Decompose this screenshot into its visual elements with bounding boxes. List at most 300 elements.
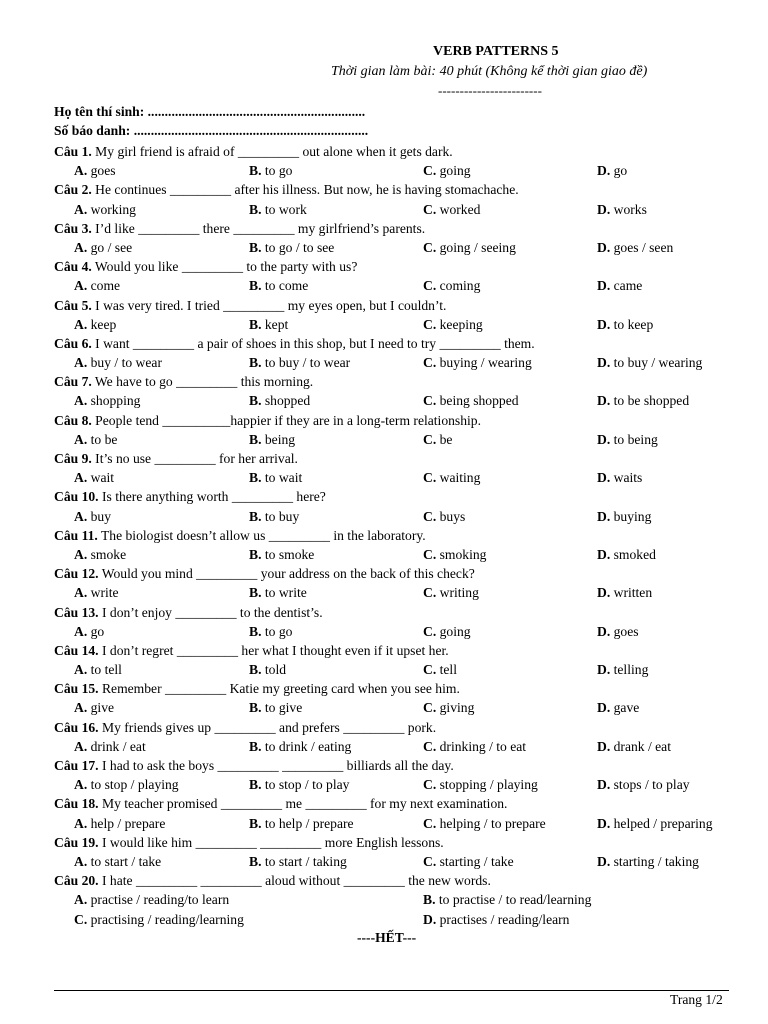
- option-text: going: [439, 163, 471, 179]
- option-letter: D.: [597, 815, 611, 831]
- option-letter: C.: [423, 853, 437, 869]
- header-divider: ------------------------: [438, 83, 542, 98]
- option-letter: C.: [423, 546, 437, 562]
- option-letter: A.: [74, 393, 88, 409]
- question-number: Câu 9.: [54, 451, 92, 466]
- option-letter: B.: [249, 201, 262, 217]
- answer-option: [74, 814, 165, 833]
- option-text: to help / prepare: [264, 815, 354, 831]
- option-letter: A.: [74, 316, 88, 332]
- option-text: helping / to prepare: [439, 815, 546, 831]
- answer-option: [597, 660, 648, 679]
- option-text: giving: [439, 700, 475, 716]
- question-number: Câu 4.: [54, 259, 92, 275]
- answer-option: [597, 276, 642, 295]
- answer-option: [74, 507, 111, 526]
- question-text: I hate _________ _________ aloud without _________ the new words.: [98, 873, 491, 889]
- option-row: [54, 583, 754, 602]
- option-letter: A.: [74, 853, 88, 869]
- page-number: Trang 1/2: [670, 992, 723, 1007]
- question-number: Câu 15.: [54, 681, 99, 697]
- option-row: [54, 161, 754, 180]
- answer-option: [597, 238, 673, 257]
- answer-option: [423, 545, 486, 564]
- answer-option: [597, 430, 658, 449]
- option-text: shopped: [264, 393, 311, 409]
- option-text: smoking: [439, 546, 487, 562]
- option-letter: B.: [249, 355, 262, 371]
- option-letter: D.: [597, 201, 611, 217]
- answer-option: [74, 737, 146, 756]
- option-text: go / see: [90, 239, 133, 255]
- question-stem: [54, 794, 754, 813]
- option-letter: C.: [423, 738, 437, 754]
- option-letter: D.: [597, 853, 611, 869]
- option-text: writing: [439, 585, 479, 601]
- option-text: to wait: [264, 470, 303, 486]
- answer-option: [74, 698, 114, 717]
- question-stem: [54, 526, 754, 545]
- question-text: The biologist doesn’t allow us _________ in the laboratory.: [97, 527, 426, 543]
- option-letter: C.: [423, 777, 437, 793]
- answer-option: [74, 545, 126, 564]
- question-stem: [54, 296, 754, 315]
- option-text: to give: [264, 700, 303, 716]
- question-text: He continues _________ after his illness. But now, he is having stomachache.: [91, 182, 519, 198]
- question-text: We have to go _________ this morning.: [91, 374, 314, 390]
- option-letter: B.: [249, 316, 262, 332]
- candidate-name-field: Họ tên thí sinh: ................................................................: [54, 104, 366, 119]
- answer-option: [249, 545, 314, 564]
- question-number: Câu 7.: [54, 374, 92, 390]
- question-number: Câu 2.: [54, 182, 92, 198]
- answer-option: [597, 545, 656, 564]
- option-letter: C.: [423, 316, 437, 332]
- answer-option: [423, 737, 526, 756]
- question-text: Is there anything worth _________ here?: [98, 489, 326, 505]
- answer-option: [423, 507, 465, 526]
- question-stem: [54, 756, 754, 775]
- option-text: being shopped: [439, 393, 519, 409]
- option-letter: B.: [249, 470, 262, 486]
- option-letter: D.: [597, 239, 611, 255]
- option-letter: D.: [597, 777, 611, 793]
- option-text: practises / reading/learn: [439, 911, 570, 927]
- option-text: keeping: [439, 316, 483, 332]
- answer-option: [249, 852, 347, 871]
- question-text: My teacher promised _________ me _________ for my next examination.: [98, 796, 508, 812]
- answer-option: [74, 468, 114, 487]
- answer-option: [249, 775, 349, 794]
- option-text: shopping: [90, 393, 141, 409]
- answer-option: [597, 161, 627, 180]
- option-letter: A.: [74, 662, 88, 678]
- option-row: [54, 622, 754, 641]
- option-text: buy / to wear: [90, 355, 162, 371]
- answer-option: [249, 391, 310, 410]
- question-number: Câu 18.: [54, 796, 99, 812]
- answer-option: [74, 276, 120, 295]
- option-text: waiting: [439, 470, 481, 486]
- question-text: People tend __________happier if they are in a long-term relationship.: [91, 412, 481, 428]
- answer-option: [423, 430, 452, 449]
- option-text: waits: [613, 470, 643, 486]
- option-text: write: [90, 585, 119, 601]
- option-row: [54, 353, 754, 372]
- option-letter: C.: [423, 393, 437, 409]
- option-text: to write: [264, 585, 307, 601]
- question-stem: [54, 641, 754, 660]
- answer-option: [74, 391, 140, 410]
- question-text: Remember _________ Katie my greeting card when you see him.: [98, 681, 460, 697]
- answer-option: [249, 814, 354, 833]
- option-letter: B.: [249, 546, 262, 562]
- question-stem: [54, 142, 754, 161]
- option-text: go: [90, 623, 105, 639]
- answer-option: [74, 890, 229, 909]
- question-number: Câu 14.: [54, 642, 99, 658]
- answer-option: [74, 910, 244, 929]
- option-letter: C.: [423, 508, 437, 524]
- answer-option: [249, 430, 295, 449]
- option-letter: A.: [74, 163, 88, 179]
- answer-option: [423, 161, 471, 180]
- question-text: I want _________ a pair of shoes in this shop, but I need to try _________ them.: [91, 335, 535, 351]
- option-text: helped / preparing: [613, 815, 713, 831]
- answer-option: [249, 507, 299, 526]
- answer-option: [74, 200, 136, 219]
- answer-option: [423, 890, 591, 909]
- option-letter: D.: [597, 163, 611, 179]
- answer-option: [74, 161, 116, 180]
- option-text: to go: [264, 623, 293, 639]
- answer-option: [74, 852, 161, 871]
- option-letter: B.: [249, 393, 262, 409]
- option-text: told: [264, 662, 287, 678]
- answer-option: [74, 775, 179, 794]
- answer-option: [423, 353, 532, 372]
- answer-option: [74, 315, 116, 334]
- question-stem: [54, 833, 754, 852]
- answer-option: [423, 698, 474, 717]
- option-text: works: [613, 201, 647, 217]
- option-letter: C.: [74, 911, 88, 927]
- option-text: to drink / eating: [264, 738, 352, 754]
- option-letter: A.: [74, 623, 88, 639]
- option-text: to stop / playing: [90, 777, 179, 793]
- option-letter: D.: [597, 508, 611, 524]
- option-text: starting / take: [439, 853, 514, 869]
- question-number: Câu 12.: [54, 566, 99, 582]
- option-text: to work: [264, 201, 307, 217]
- option-letter: B.: [249, 508, 262, 524]
- option-text: buy: [90, 508, 112, 524]
- option-text: give: [90, 700, 115, 716]
- question-stem: [54, 564, 754, 583]
- answer-option: [249, 583, 307, 602]
- option-text: to buy / wearing: [613, 355, 703, 371]
- option-letter: B.: [423, 892, 436, 908]
- option-text: drink / eat: [90, 738, 146, 754]
- option-letter: B.: [249, 585, 262, 601]
- option-text: gave: [613, 700, 640, 716]
- option-text: buys: [439, 508, 466, 524]
- option-letter: D.: [597, 355, 611, 371]
- answer-option: [249, 660, 286, 679]
- option-text: go: [613, 163, 628, 179]
- option-text: to come: [264, 278, 309, 294]
- option-letter: C.: [423, 201, 437, 217]
- option-text: goes: [90, 163, 116, 179]
- question-number: Câu 17.: [54, 758, 99, 773]
- answer-option: [423, 391, 519, 410]
- option-letter: D.: [597, 662, 611, 678]
- option-text: to be shopped: [613, 393, 690, 409]
- option-text: practise / reading/to learn: [90, 892, 230, 908]
- answer-option: [249, 200, 307, 219]
- option-text: to start / taking: [264, 853, 347, 869]
- question-stem: [54, 679, 754, 698]
- question-stem: [54, 411, 754, 430]
- option-text: goes: [613, 623, 639, 639]
- option-text: to stop / to play: [264, 777, 350, 793]
- option-letter: C.: [423, 355, 437, 371]
- question-stem: [54, 449, 754, 468]
- option-text: smoke: [90, 546, 127, 562]
- question-text: My girl friend is afraid of _________ out alone when it gets dark.: [91, 144, 453, 159]
- question-text: I had to ask the boys _________ _________ billiards all the day.: [98, 758, 454, 773]
- answer-option: [249, 276, 308, 295]
- option-row: [54, 315, 754, 334]
- question-number: Câu 19.: [54, 834, 99, 850]
- answer-option: [597, 775, 690, 794]
- option-text: to tell: [90, 662, 122, 678]
- answer-option: [423, 315, 483, 334]
- option-letter: A.: [74, 278, 88, 294]
- option-letter: A.: [74, 777, 88, 793]
- answer-option: [423, 660, 457, 679]
- question-number: Câu 10.: [54, 489, 99, 505]
- option-letter: B.: [249, 662, 262, 678]
- answer-option: [597, 507, 651, 526]
- question-text: It’s no use _________ for her arrival.: [91, 451, 298, 466]
- answer-option: [249, 238, 334, 257]
- footer-rule: [54, 990, 729, 991]
- exam-title: VERB PATTERNS 5: [433, 44, 559, 59]
- option-row: [54, 391, 754, 410]
- option-row: [54, 468, 754, 487]
- answer-option: [597, 468, 642, 487]
- question-text: I was very tired. I tried _________ my eyes open, but I couldn’t.: [91, 297, 447, 313]
- option-letter: A.: [74, 201, 88, 217]
- option-letter: C.: [423, 470, 437, 486]
- answer-option: [74, 353, 162, 372]
- exam-subtitle: Thời gian làm bài: 40 phút (Không kể thời gian giao đề): [331, 64, 648, 79]
- option-letter: C.: [423, 700, 437, 716]
- answer-option: [423, 200, 480, 219]
- question-text: I don’t regret _________ her what I thought even if it upset her.: [98, 642, 449, 658]
- option-row: [54, 507, 754, 526]
- option-letter: B.: [249, 431, 262, 447]
- answer-option: [249, 468, 302, 487]
- question-list: [54, 142, 754, 929]
- option-text: stops / to play: [613, 777, 690, 793]
- option-letter: C.: [423, 431, 437, 447]
- option-letter: B.: [249, 853, 262, 869]
- answer-option: [74, 583, 119, 602]
- option-text: practising / reading/learning: [90, 911, 244, 927]
- option-row: [54, 698, 754, 717]
- answer-option: [597, 315, 653, 334]
- option-letter: C.: [423, 278, 437, 294]
- question-text: I’d like _________ there _________ my girlfriend’s parents.: [91, 220, 426, 236]
- option-letter: C.: [423, 815, 437, 831]
- option-letter: D.: [597, 470, 611, 486]
- option-letter: C.: [423, 239, 437, 255]
- option-letter: D.: [597, 623, 611, 639]
- option-text: to go: [264, 163, 293, 179]
- option-text: to be: [90, 431, 118, 447]
- option-letter: A.: [74, 546, 88, 562]
- question-text: I don’t enjoy _________ to the dentist’s.: [98, 604, 323, 620]
- option-text: written: [613, 585, 653, 601]
- question-number: Câu 16.: [54, 719, 99, 735]
- option-letter: B.: [249, 700, 262, 716]
- option-letter: A.: [74, 700, 88, 716]
- option-row: [54, 545, 754, 564]
- answer-option: [74, 238, 132, 257]
- answer-option: [423, 775, 538, 794]
- option-letter: A.: [74, 892, 88, 908]
- answer-option: [74, 622, 104, 641]
- answer-option: [423, 276, 480, 295]
- option-letter: B.: [249, 163, 262, 179]
- answer-option: [423, 583, 479, 602]
- option-letter: A.: [74, 508, 88, 524]
- option-text: to keep: [613, 316, 654, 332]
- option-text: telling: [613, 662, 649, 678]
- option-text: to buy / to wear: [264, 355, 351, 371]
- option-text: going / seeing: [439, 239, 516, 255]
- option-text: to smoke: [264, 546, 315, 562]
- option-text: come: [90, 278, 121, 294]
- option-letter: A.: [74, 470, 88, 486]
- option-letter: B.: [249, 278, 262, 294]
- option-text: tell: [439, 662, 457, 678]
- option-letter: D.: [597, 278, 611, 294]
- option-row: [54, 276, 754, 295]
- option-row: [54, 852, 754, 871]
- option-text: to start / take: [90, 853, 162, 869]
- option-letter: D.: [597, 738, 611, 754]
- candidate-id-field: Số báo danh: .....................................................................: [54, 123, 369, 138]
- option-letter: B.: [249, 239, 262, 255]
- answer-option: [597, 737, 671, 756]
- question-number: Câu 5.: [54, 297, 92, 313]
- option-row: [54, 430, 754, 449]
- option-text: to practise / to read/learning: [438, 892, 592, 908]
- option-text: coming: [439, 278, 481, 294]
- answer-option: [249, 315, 288, 334]
- option-text: to go / to see: [264, 239, 335, 255]
- option-text: going: [439, 623, 471, 639]
- answer-option: [597, 583, 652, 602]
- option-row: [54, 200, 754, 219]
- answer-option: [597, 391, 689, 410]
- answer-option: [423, 622, 471, 641]
- question-number: Câu 6.: [54, 335, 92, 351]
- option-letter: D.: [597, 431, 611, 447]
- option-letter: C.: [423, 662, 437, 678]
- answer-option: [249, 737, 351, 756]
- option-letter: A.: [74, 738, 88, 754]
- answer-option: [74, 430, 117, 449]
- option-text: keep: [90, 316, 117, 332]
- option-letter: B.: [249, 777, 262, 793]
- option-row: [54, 890, 754, 909]
- question-stem: [54, 334, 754, 353]
- option-letter: A.: [74, 585, 88, 601]
- answer-option: [74, 660, 122, 679]
- option-row: [54, 238, 754, 257]
- answer-option: [597, 814, 713, 833]
- question-stem: [54, 257, 754, 276]
- option-text: be: [439, 431, 453, 447]
- option-text: stopping / playing: [439, 777, 538, 793]
- answer-option: [423, 852, 514, 871]
- option-text: came: [613, 278, 643, 294]
- option-text: worked: [439, 201, 481, 217]
- answer-option: [423, 238, 516, 257]
- end-marker: ----HẾT---: [357, 930, 417, 945]
- option-text: kept: [264, 316, 289, 332]
- option-text: to being: [613, 431, 658, 447]
- answer-option: [423, 814, 546, 833]
- option-letter: D.: [597, 546, 611, 562]
- question-stem: [54, 180, 754, 199]
- option-row: [54, 910, 754, 929]
- option-letter: C.: [423, 163, 437, 179]
- option-text: to buy: [264, 508, 300, 524]
- option-letter: C.: [423, 623, 437, 639]
- option-letter: A.: [74, 431, 88, 447]
- option-text: being: [264, 431, 296, 447]
- question-number: Câu 8.: [54, 412, 92, 428]
- option-text: help / prepare: [90, 815, 166, 831]
- question-stem: [54, 871, 754, 890]
- question-text: Would you like _________ to the party with us?: [91, 259, 358, 275]
- option-text: starting / taking: [613, 853, 699, 869]
- option-letter: A.: [74, 239, 88, 255]
- option-letter: D.: [597, 393, 611, 409]
- question-stem: [54, 603, 754, 622]
- question-stem: [54, 487, 754, 506]
- answer-option: [423, 468, 480, 487]
- question-number: Câu 3.: [54, 220, 92, 236]
- option-text: drank / eat: [613, 738, 671, 754]
- question-text: I would like him _________ _________ more English lessons.: [98, 834, 444, 850]
- question-stem: [54, 718, 754, 737]
- question-number: Câu 13.: [54, 604, 99, 620]
- option-text: drinking / to eat: [439, 738, 527, 754]
- option-letter: D.: [597, 700, 611, 716]
- option-letter: B.: [249, 738, 262, 754]
- option-letter: B.: [249, 815, 262, 831]
- answer-option: [249, 698, 302, 717]
- option-text: working: [90, 201, 136, 217]
- option-row: [54, 775, 754, 794]
- answer-option: [597, 852, 699, 871]
